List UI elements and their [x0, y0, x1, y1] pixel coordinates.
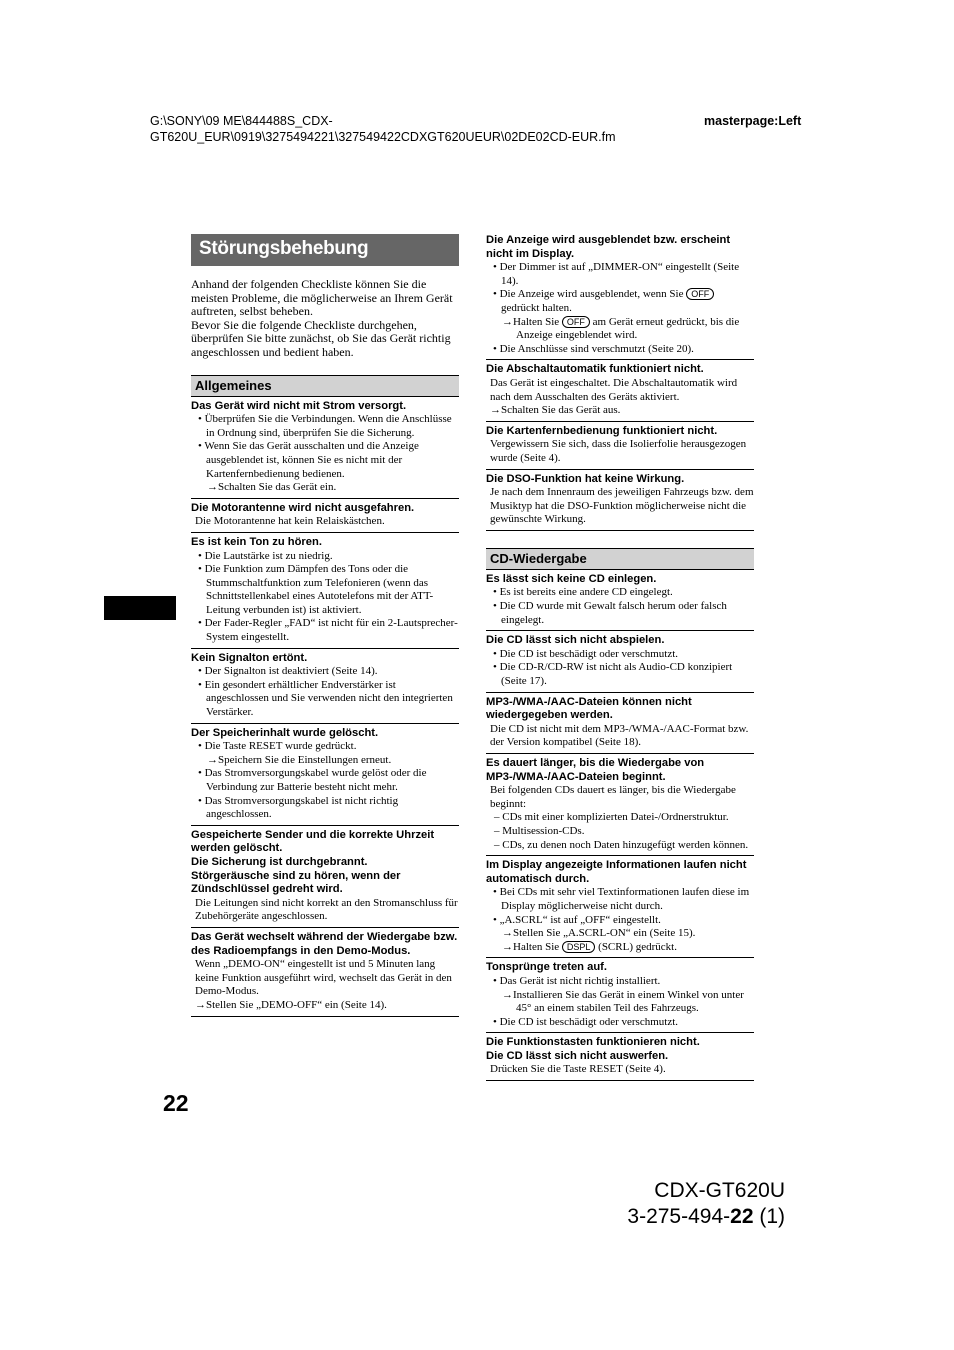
entry-body	[486, 784, 754, 852]
bullet-item: • Der Signalton ist deaktiviert (Seite 14).	[198, 665, 378, 678]
trouble-entry	[191, 826, 459, 928]
entry-text: Die Motorantenne hat kein Relaiskästchen.	[195, 515, 385, 528]
entry-body	[486, 377, 754, 418]
bullet-item: • Der Fader-Regler „FAD“ ist nicht für ein 2-Lautsprecher-System eingestellt.	[198, 617, 458, 644]
entry-heading: Es lässt sich keine CD einlegen.	[486, 572, 657, 585]
entry-heading: Die CD lässt sich nicht auswerfen.	[486, 1049, 669, 1062]
entry-heading: Die Funktionstasten funktionieren nicht.	[486, 1036, 700, 1049]
bullet-item: • Die Taste RESET wurde gedrückt.	[198, 740, 357, 753]
intro-paragraph: Bevor Sie die folgende Checkliste durchgehen, überprüfen Sie bitte zunächst, ob Sie das Gerät richtig angeschlossen und bedient haben.	[191, 317, 451, 359]
remedy-text: →Halten Sie	[502, 315, 562, 328]
remedy-text: (SCRL) gedrückt.	[595, 940, 677, 953]
file-path-line-1: G:\SONY\09 ME\844488S_CDX-	[150, 114, 333, 128]
section-header-allgemeines: Allgemeines	[191, 375, 459, 396]
remedy-item: →Installieren Sie das Gerät in einem Winkel von unter 45° an einem stabilen Teil des Fahrzeugs.	[502, 988, 744, 1015]
trouble-entry	[486, 856, 754, 958]
trouble-entry	[191, 649, 459, 724]
trouble-entry	[191, 533, 459, 649]
trouble-entry	[486, 631, 754, 692]
entry-text: Bei folgenden CDs dauert es länger, bis die Wiedergabe beginnt:	[490, 784, 736, 810]
trouble-entry	[486, 754, 754, 856]
model-name: CDX-GT620U	[654, 1179, 785, 1202]
entry-heading: Gespeicherte Sender und die korrekte Uhrzeit werden gelöscht.	[191, 828, 435, 855]
bullet-text: • Die Anzeige wird ausgeblendet, wenn Sie	[493, 288, 687, 301]
entry-body	[191, 897, 459, 924]
entry-heading: Störgeräusche sind zu hören, wenn der Zündschlüssel gedreht wird.	[191, 869, 401, 896]
right-column	[486, 234, 754, 1081]
remedy-item: →Stellen Sie „A.SCRL-ON“ ein (Seite 15).	[502, 927, 696, 940]
trouble-entry	[191, 928, 459, 1017]
bullet-item: • Das Stromversorgungskabel wurde gelöst oder die Verbindung zur Batterie besteht nicht mehr.	[198, 767, 427, 793]
intro-paragraph: Anhand der folgenden Checkliste können Sie die meisten Probleme, die möglicherweise an Ihrem Gerät auftreten, selbst beheben.	[191, 277, 453, 319]
entry-heading: Die Kartenfernbedienung funktioniert nicht.	[486, 424, 718, 437]
entry-heading: Tonsprünge treten auf.	[486, 961, 607, 974]
bullet-item: • Ein gesondert erhältlicher Endverstärker ist angeschlossen und Sie verwenden nicht den integrierten Verstärker.	[198, 678, 453, 719]
remedy-item	[490, 941, 754, 955]
entry-text: Die CD ist nicht mit dem MP3-/WMA-/AAC-Format bzw. der Version kompatibel (Seite 18).	[490, 722, 749, 749]
page-number: 22	[163, 1090, 189, 1116]
remedy-item: →Speichern Sie die Einstellungen erneut.	[207, 753, 392, 766]
model-code	[627, 1204, 785, 1230]
bullet-item: • Das Stromversorgungskabel ist nicht richtig angeschlossen.	[198, 794, 399, 821]
model-info	[627, 1178, 785, 1230]
side-tab-marker	[104, 596, 176, 620]
entry-body	[191, 550, 459, 645]
dash-item: – CDs mit einer komplizierten Datei-/Ordnerstruktur.	[494, 811, 729, 824]
entry-body	[486, 261, 754, 356]
bullet-item: • Das Gerät ist nicht richtig installiert.	[493, 974, 661, 987]
trouble-entry	[191, 724, 459, 826]
entry-text: Vergewissern Sie sich, dass die Isolierfolie herausgezogen wurde (Seite 4).	[490, 438, 747, 464]
file-path	[150, 114, 690, 145]
dspl-key-label: DSPL	[562, 941, 596, 953]
dash-item: – CDs, zu denen noch Daten hinzugefügt werden können.	[494, 838, 749, 851]
file-path-line-2: GT620U_EUR\0919\3275494221\327549422CDXGT620UEUR\02DE02CD-EUR.fm	[150, 129, 616, 144]
intro-text	[191, 278, 459, 360]
entry-heading: Es dauert länger, bis die Wiedergabe von MP3-/WMA-/AAC-Dateien beginnt.	[486, 757, 705, 783]
remedy-item: →Schalten Sie das Gerät aus.	[490, 404, 621, 417]
trouble-entry	[486, 1033, 754, 1081]
bullet-item: • Die CD ist beschädigt oder verschmutzt.	[493, 647, 679, 660]
entry-heading: Die Motorantenne wird nicht ausgefahren.	[191, 501, 415, 514]
entry-body	[191, 665, 459, 719]
bullet-item	[490, 288, 754, 315]
entry-body	[191, 515, 459, 529]
trouble-entry	[486, 958, 754, 1033]
bullet-text: gedrückt halten.	[501, 301, 572, 314]
entry-heading: Der Speicherinhalt wurde gelöscht.	[191, 726, 379, 739]
model-code-suffix: (1)	[753, 1205, 785, 1228]
off-key-label: OFF	[562, 316, 590, 328]
trouble-entry	[191, 499, 459, 533]
entry-body	[486, 975, 754, 1029]
trouble-entry	[486, 470, 754, 531]
entry-heading: Die Anzeige wird ausgeblendet bzw. erscheint nicht im Display.	[486, 234, 731, 260]
bullet-item: • Die CD-R/CD-RW ist nicht als Audio-CD konzipiert (Seite 17).	[493, 661, 733, 688]
bullet-item: • Die Lautstärke ist zu niedrig.	[198, 549, 333, 562]
bullet-item: • Die CD wurde mit Gewalt falsch herum oder falsch eingelegt.	[493, 600, 727, 626]
left-column	[191, 234, 459, 1017]
entry-body	[191, 740, 459, 822]
remedy-text: am Gerät erneut gedrückt, bis die Anzeige eingeblendet wird.	[516, 315, 740, 342]
entry-heading: Das Gerät wechselt während der Wiedergabe bzw. des Radioempfangs in den Demo-Modus.	[191, 930, 458, 957]
entry-text: Wenn „DEMO-ON“ eingestellt ist und 5 Minuten lang keine Funktion ausgeführt wird, wechselt das Gerät in den Demo-Modus.	[195, 958, 452, 998]
entry-body	[486, 648, 754, 689]
model-code-prefix: 3-275-494-	[627, 1205, 731, 1228]
bullet-item: • Die Anschlüsse sind verschmutzt (Seite 20).	[493, 342, 694, 355]
entry-heading: Im Display angezeigte Informationen laufen nicht automatisch durch.	[486, 859, 747, 885]
entry-text: Drücken Sie die Taste RESET (Seite 4).	[490, 1063, 666, 1076]
bullet-item: • Es ist bereits eine andere CD eingelegt.	[493, 586, 673, 599]
remedy-item	[490, 316, 754, 343]
entry-heading: Kein Signalton ertönt.	[191, 651, 308, 664]
bullet-item: • Die Funktion zum Dämpfen des Tons oder die Stummschaltfunktion zum Telefonieren (wenn das Schnittstellenkabel eines Autotelefons mit der ATT-Leitung verbunden ist) ist aktiviert.	[198, 563, 434, 616]
off-key-label: OFF	[686, 288, 714, 300]
trouble-entry	[486, 360, 754, 421]
entry-body	[191, 958, 459, 1012]
trouble-entry	[191, 396, 459, 499]
dash-item: – Multisession-CDs.	[494, 824, 585, 837]
bullet-item: • Wenn Sie das Gerät ausschalten und die Anzeige ausgeblendet ist, können Sie es nicht mit der Kartenfernbedienung bedienen.	[198, 440, 419, 480]
entry-body	[486, 586, 754, 627]
entry-heading: MP3-/WMA-/AAC-Dateien können nicht wiedergegeben werden.	[486, 695, 692, 722]
trouble-entry	[486, 422, 754, 470]
entry-heading: Die CD lässt sich nicht abspielen.	[486, 634, 665, 647]
entry-heading: Das Gerät wird nicht mit Strom versorgt.	[191, 399, 407, 412]
entry-body	[486, 1063, 754, 1077]
masterpage-label: masterpage:Left	[704, 114, 802, 128]
bullet-item: • Der Dimmer ist auf „DIMMER-ON“ eingestellt (Seite 14).	[493, 261, 740, 287]
bullet-item: • Bei CDs mit sehr viel Textinformationen laufen diese im Display möglicherweise nicht durch.	[493, 886, 750, 912]
trouble-entry	[486, 569, 754, 631]
entry-heading: Die Sicherung ist durchgebrannt.	[191, 855, 368, 868]
entry-body	[486, 723, 754, 750]
trouble-entry	[486, 693, 754, 754]
entry-text: Je nach dem Innenraum des jeweiligen Fahrzeugs bzw. dem Musiktyp hat die DSO-Funktion möglicherweise nicht die gewünschte Wirkung.	[490, 486, 754, 526]
entry-heading: Es ist kein Ton zu hören.	[191, 535, 322, 548]
remedy-text: →Halten Sie	[502, 940, 562, 953]
page-title: Störungsbehebung	[191, 234, 459, 266]
bullet-item: • „A.SCRL“ ist auf „OFF“ eingestellt.	[493, 913, 661, 926]
remedy-item: →Schalten Sie das Gerät ein.	[207, 481, 337, 494]
section-header-cd-wiedergabe: CD-Wiedergabe	[486, 548, 754, 569]
bullet-item: • Überprüfen Sie die Verbindungen. Wenn die Anschlüsse in Ordnung sind, überprüfen Sie die Sicherung.	[198, 413, 452, 439]
entry-text: Die Leitungen sind nicht korrekt an den Stromanschluss für Zubehörgeräte angeschlossen.	[195, 896, 458, 923]
remedy-item: →Stellen Sie „DEMO-OFF“ ein (Seite 14).	[195, 998, 387, 1011]
entry-heading: Die DSO-Funktion hat keine Wirkung.	[486, 472, 685, 485]
trouble-entry	[486, 234, 754, 360]
entry-body	[486, 886, 754, 954]
entry-body	[191, 413, 459, 495]
entry-body	[486, 486, 754, 527]
entry-heading: Die Abschaltautomatik funktioniert nicht.	[486, 363, 704, 376]
entry-text: Das Gerät ist eingeschaltet. Die Abschaltautomatik wird nach dem Ausschalten des Geräts aktiviert.	[490, 376, 738, 403]
bullet-item: • Die CD ist beschädigt oder verschmutzt.	[493, 1015, 679, 1028]
model-code-page: 22	[730, 1205, 754, 1228]
entry-body	[486, 438, 754, 465]
